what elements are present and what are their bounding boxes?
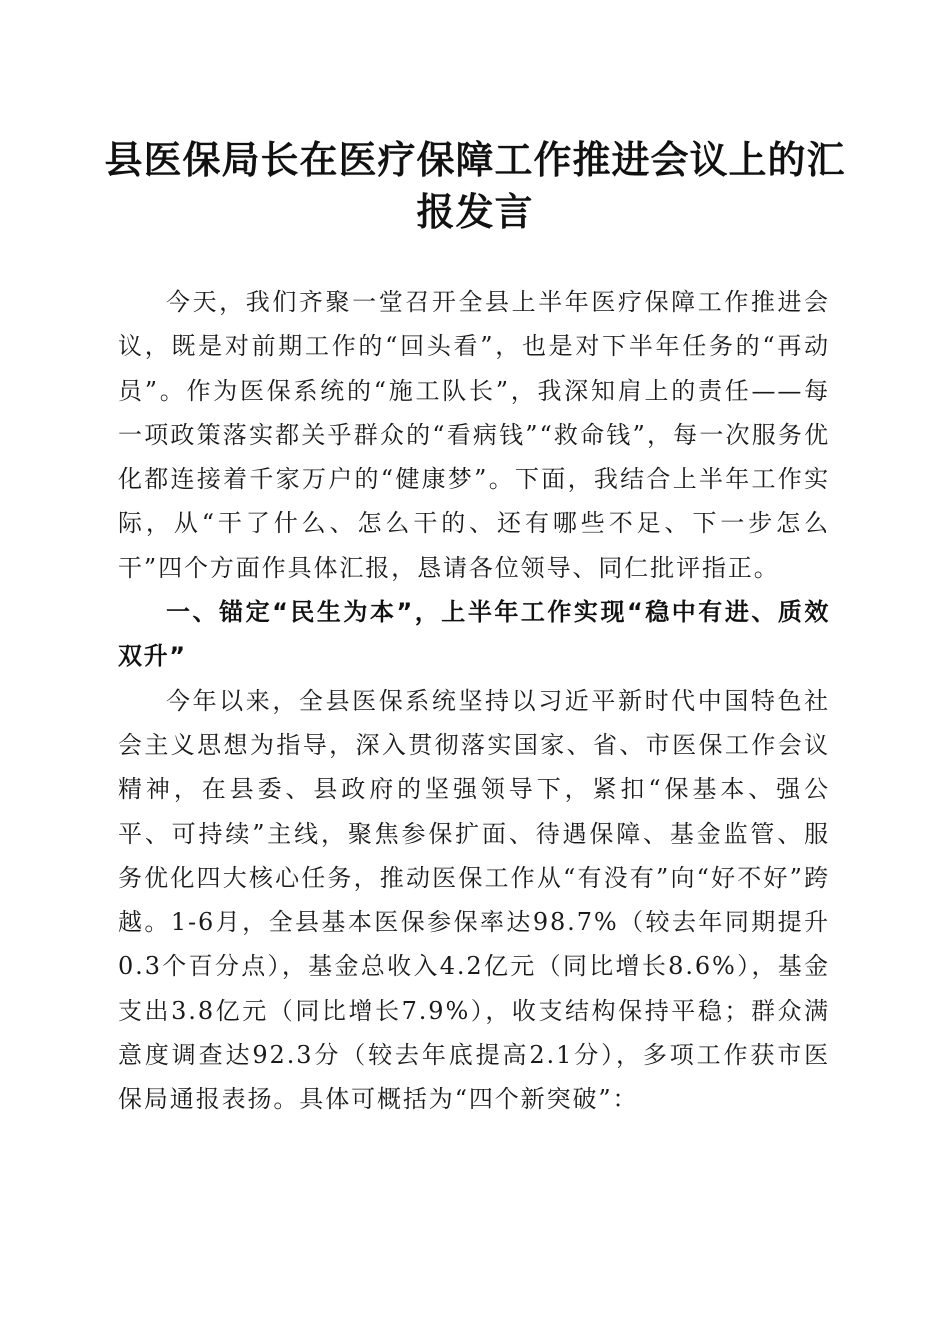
- document-title: 县医保局长在医疗保障工作推进会议上的汇报发言: [104, 137, 846, 234]
- section-heading: 一、锚定“民生为本”，上半年工作实现“稳中有进、质效双升”: [118, 598, 830, 671]
- section-paragraph: 今年以来，全县医保系统坚持以习近平新时代中国特色社会主义思想为指导，深入贯彻落实国家、省、市医保工作会议精神，在县委、县政府的坚强领导下，紧扣“保基本、强公平、可持续”主线，聚焦参保扩面、待遇保障、基金监管、服务优化四大核心任务，推动医保工作从“有没有”向“好不好”跨越。1-6月，全县基本医保参保率达98.7%（较去年同期提升0.3个百分点），基金总收入4.2亿元（同比增长8.6%），基金支出3.8亿元（同比增长7.9%），收支结构保持平稳；群众满意度调查达92.3分（较去年底提高2.1分），多项工作获市医保局通报表扬。具体可概括为“四个新突破”：: [118, 686, 830, 1114]
- document-body: [118, 280, 830, 1122]
- intro-paragraph: 今天，我们齐聚一堂召开全县上半年医疗保障工作推进会议，既是对前期工作的“回头看”，也是对下半年任务的“再动员”。作为医保系统的“施工队长”，我深知肩上的责任——每一项政策落实都关乎群众的“看病钱”“救命钱”，每一次服务优化都连接着千家万户的“健康梦”。下面，我结合上半年工作实际，从“干了什么、怎么干的、还有哪些不足、下一步怎么干”四个方面作具体汇报，恳请各位领导、同仁批评指正。: [118, 288, 830, 582]
